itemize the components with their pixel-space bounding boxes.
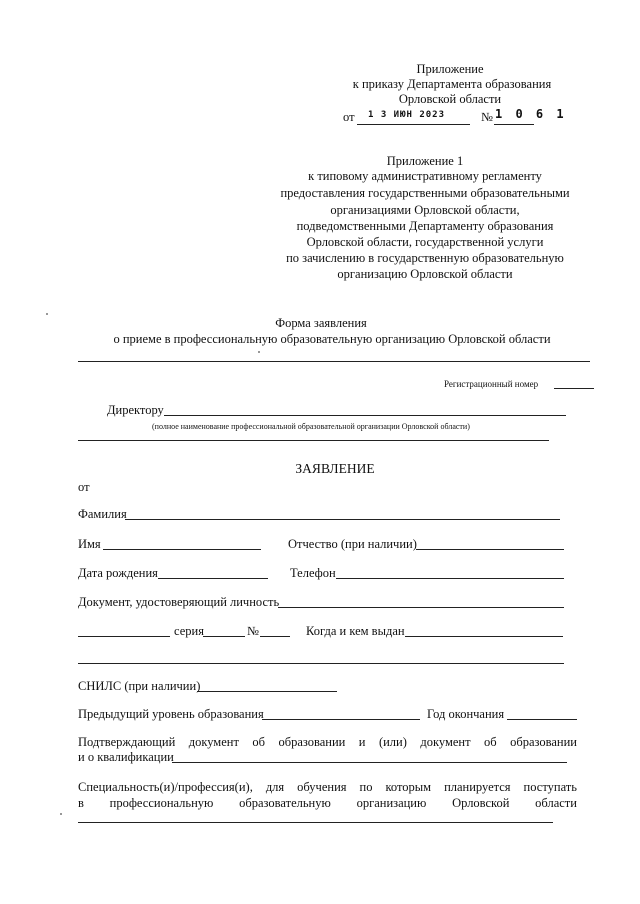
surname-field[interactable]	[125, 519, 560, 520]
word: в	[78, 796, 84, 810]
phone-label: Телефон	[290, 566, 336, 580]
appendix-line: Орловской области, государственной услуги	[306, 235, 544, 249]
appendix-line: предоставления государственными образовательными	[280, 186, 570, 200]
surname-label: Фамилия	[78, 507, 127, 521]
word: (или)	[378, 735, 407, 749]
confirm-doc-field[interactable]	[172, 762, 567, 763]
issued-by-label: Когда и кем выдан	[306, 624, 405, 638]
word: Орловской	[452, 796, 510, 810]
statement-title: ЗАЯВЛЕНИЕ	[295, 461, 375, 476]
appendix-line: по зачислению в государственную образовательную	[286, 251, 564, 265]
phone-field[interactable]	[336, 578, 564, 579]
number-line	[494, 124, 534, 125]
word: об	[252, 735, 265, 749]
specialty-label	[78, 780, 577, 795]
scan-speck	[46, 313, 48, 315]
id-number-field[interactable]	[260, 636, 290, 637]
grad-year-field[interactable]	[507, 719, 577, 720]
director-label: Директору	[107, 403, 164, 417]
word: планируется	[444, 780, 511, 794]
from-label: от	[78, 480, 90, 494]
director-field-line2[interactable]	[78, 440, 549, 441]
header-appendix-label: Приложение	[416, 62, 484, 76]
word: обучения	[297, 780, 347, 794]
word: поступать	[523, 780, 577, 794]
reg-number-field[interactable]	[554, 388, 594, 389]
word: и	[358, 735, 366, 749]
form-subtitle: о приеме в профессиональную образовательную организацию Орловской области	[113, 332, 551, 346]
word: области	[535, 796, 577, 810]
appendix-line: Приложение 1	[386, 154, 464, 168]
number-sign-label: №	[247, 624, 259, 638]
scan-speck	[258, 351, 260, 353]
birth-date-field[interactable]	[158, 578, 268, 579]
snils-field[interactable]	[197, 691, 337, 692]
name-field[interactable]	[103, 549, 261, 550]
word: Подтверждающий	[78, 735, 176, 749]
confirm-doc-label	[78, 735, 577, 750]
word: документ	[188, 735, 239, 749]
header-order-line: к приказу Департамента образования	[352, 77, 552, 91]
series-field[interactable]	[203, 636, 245, 637]
id-document-field[interactable]	[278, 607, 564, 608]
name-label: Имя	[78, 537, 101, 551]
divider-line	[78, 361, 590, 362]
word: которым	[385, 780, 432, 794]
appendix-line: организацию Орловской области	[337, 267, 513, 281]
prev-level-field[interactable]	[262, 719, 420, 720]
scan-speck	[60, 813, 62, 815]
word: по	[359, 780, 373, 794]
word: документ	[420, 735, 471, 749]
word: профессиональную	[109, 796, 214, 810]
appendix-line: к типовому административному регламенту	[308, 169, 542, 183]
word: для	[265, 780, 285, 794]
word: образовании	[278, 735, 346, 749]
date-value: 1 3 ИЮН 2023	[368, 110, 446, 120]
confirm-doc-label-line2: и о квалификации	[78, 750, 174, 764]
issued-by-field-line2[interactable]	[78, 663, 564, 664]
date-prefix: от	[343, 110, 355, 124]
appendix-line: подведомственными Департаменту образования	[296, 219, 554, 233]
reg-number-label: Регистрационный номер	[444, 379, 539, 389]
form-title: Форма заявления	[275, 316, 367, 330]
prev-level-label: Предыдущий уровень образования	[78, 707, 264, 721]
word: образовательную	[239, 796, 331, 810]
word: образовании	[510, 735, 577, 749]
id-type-field[interactable]	[78, 636, 170, 637]
date-line	[357, 124, 470, 125]
specialty-label-line2	[78, 796, 577, 811]
patronymic-field[interactable]	[416, 549, 564, 550]
director-field[interactable]	[164, 415, 566, 416]
director-caption: (полное наименование профессиональной образовательной организации Орловской области)	[152, 422, 470, 431]
specialty-field[interactable]	[78, 822, 553, 823]
issued-by-field[interactable]	[405, 636, 563, 637]
number-prefix: №	[481, 110, 493, 124]
snils-label: СНИЛС (при наличии)	[78, 679, 201, 693]
appendix-line: организациями Орловской области,	[330, 203, 520, 217]
number-value: 1 0 6 1	[495, 107, 567, 121]
grad-year-label: Год окончания	[427, 707, 505, 721]
word: Специальность(и)/профессия(и),	[78, 780, 253, 794]
patronymic-label: Отчество (при наличии)	[288, 537, 417, 551]
id-document-label: Документ, удостоверяющий личность	[78, 595, 280, 609]
header-region-line: Орловской области	[398, 92, 502, 106]
word: организацию	[356, 796, 427, 810]
word: об	[484, 735, 497, 749]
birth-date-label: Дата рождения	[78, 566, 158, 580]
series-label: серия	[174, 624, 204, 638]
